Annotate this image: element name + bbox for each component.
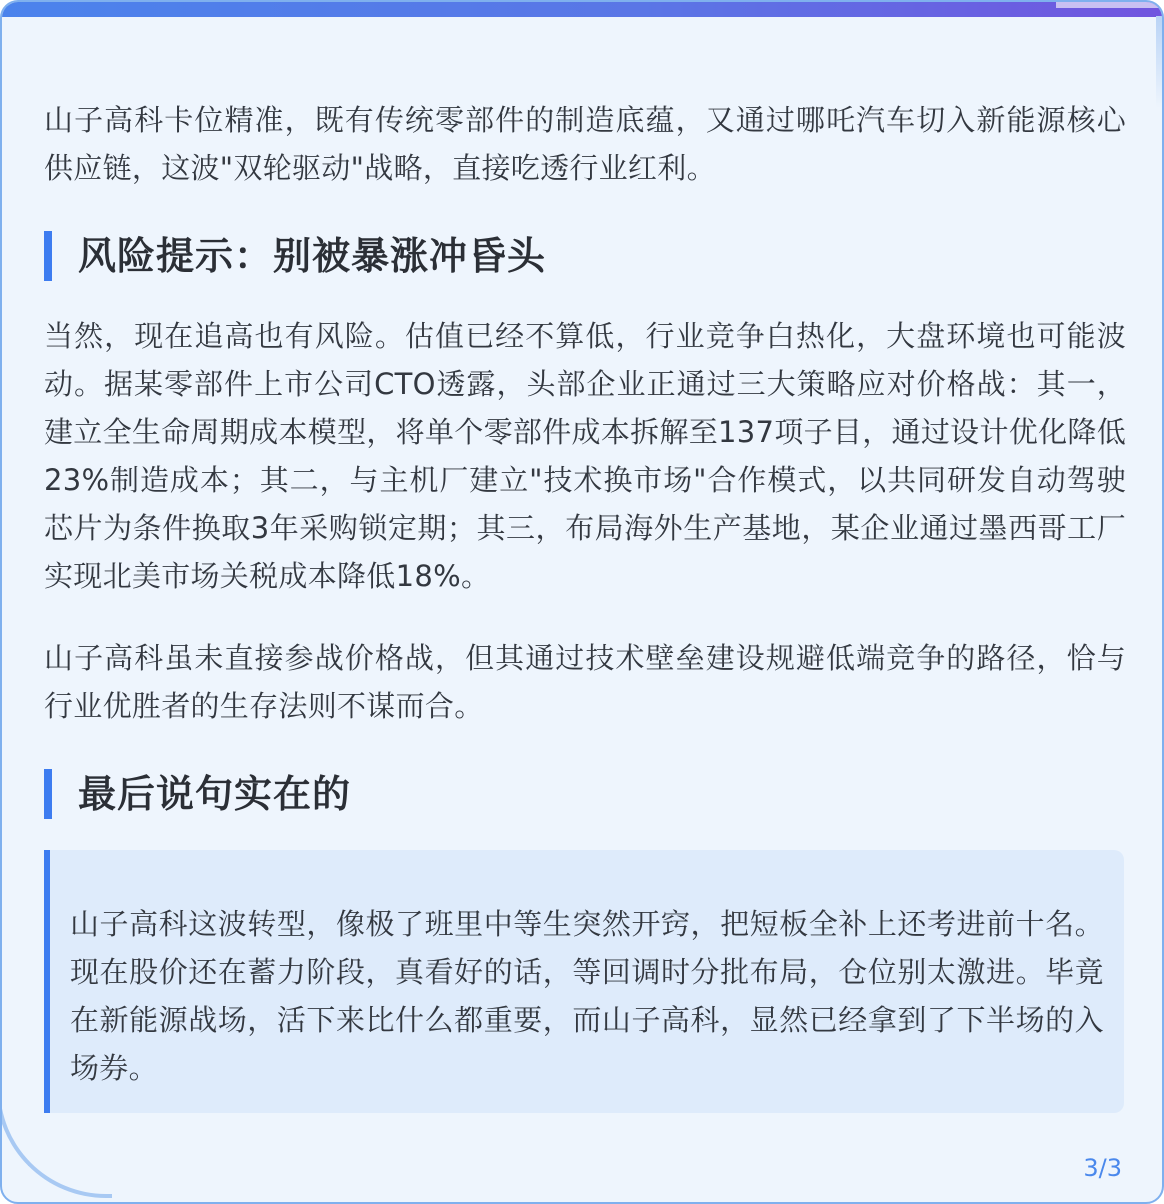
top-bar-accent xyxy=(1056,2,1162,8)
intro-paragraph: 山子高科卡位精准，既有传统零部件的制造底蕴，又通过哪吒汽车切入新能源核心供应链，这波"双轮驱动"战略，直接吃透行业红利。 xyxy=(44,103,1126,185)
risk-section-title: 风险提示：别被暴涨冲昏头 xyxy=(44,231,546,281)
conclusion-quote-box xyxy=(44,850,1124,1113)
corner-decoration xyxy=(0,1088,112,1198)
risk-followup-paragraph: 山子高科虽未直接参战价格战，但其通过技术壁垒建设规避低端竞争的路径，恰与行业优胜者的生存法则不谋而合。 xyxy=(44,641,1126,723)
final-section-title: 最后说句实在的 xyxy=(44,769,351,819)
page-number: 3/3 xyxy=(1083,1154,1122,1182)
scroll-indicator[interactable] xyxy=(1156,16,1162,108)
risk-paragraph: 当然，现在追高也有风险。估值已经不算低，行业竞争白热化，大盘环境也可能波动。据某零部件上市公司CTO透露，头部企业正通过三大策略应对价格战：其一，建立全生命周期成本模型，将单个零部件成本拆解至137项子目，通过设计优化降低23%制造成本；其二，与主机厂建立"技术换市场"合作模式，以共同研发自动驾驶芯片为条件换取3年采购锁定期；其三，布局海外生产基地，某企业通过墨西哥工厂实现北美市场关税成本降低18%。 xyxy=(44,319,1126,593)
conclusion-quote-text: 山子高科这波转型，像极了班里中等生突然开窍，把短板全补上还考进前十名。现在股价还在蓄力阶段，真看好的话，等回调时分批布局，仓位别太激进。毕竟在新能源战场，活下来比什么都重要，而山子高科，显然已经拿到了下半场的入场券。 xyxy=(70,907,1104,1085)
top-gradient-bar xyxy=(2,2,1162,17)
